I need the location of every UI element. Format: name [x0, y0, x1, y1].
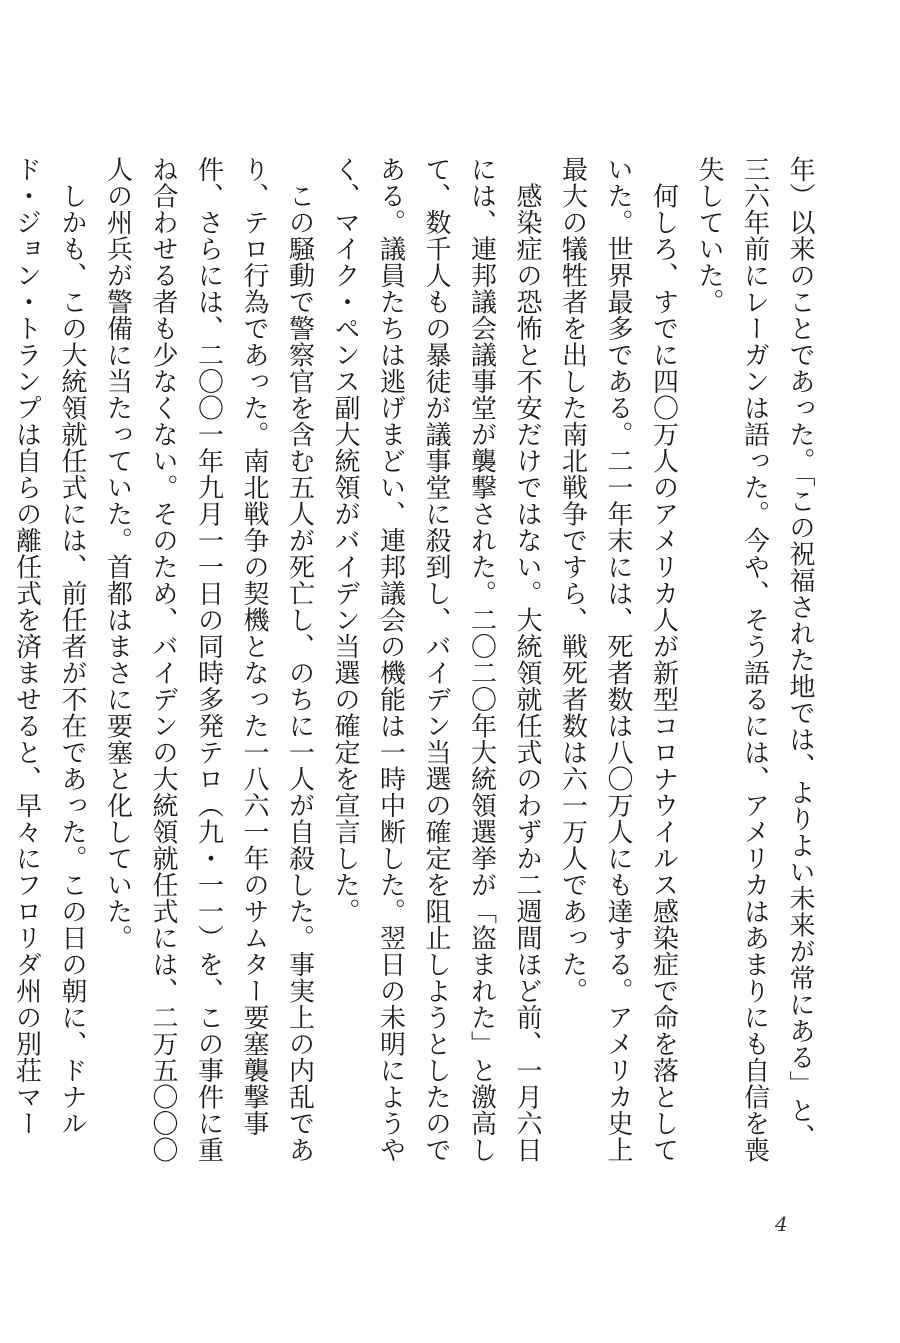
paragraph: 年）以来のことであった。「この祝福された地では、よりよい未来が常にある」と、三六年前にレーガンは語った。今や、そう語るには、アメリカはあまりにも自信を喪失していた。 — [694, 156, 815, 1163]
vertical-text-body — [11, 156, 822, 1171]
page-number: 4 — [775, 1212, 788, 1236]
paragraph: しかも、この大統領就任式には、前任者が不在であった。この日の朝に、ドナルド・ジョン・トランプは自らの離任式を済ませると、早々にフロリダ州の別荘マー — [11, 156, 87, 1137]
paragraph: 感染症の恐怖と不安だけではない。大統領就任式のわずか二週間ほど前、一月六日には、連邦議会議事堂が襲撃された。二〇二〇年大統領選挙が「盗まれた」と激高して、数千人もの暴徒が議事堂に殺到し、バイデン当選の確定を阻止しようとしたのである。議員たちは逃げまどい、連邦議会の機能は一時中断した。翌日の未明にようやく、マイク・ペンス副大統領がバイデン当選の確定を宣言した。 — [330, 156, 542, 1163]
paragraph: 何しろ、すでに四〇万人のアメリカ人が新型コロナウイルス感染症で命を落としていた。世界最多である。二一年末には、死者数は八〇万人にも達する。アメリカ史上最大の犠牲者を出した南北戦争ですら、戦死者数は六一万人であった。 — [557, 156, 679, 1163]
paragraph: この騒動で警察官を含む五人が死亡し、のちに一人が自殺した。事実上の内乱であり、テロ行為であった。南北戦争の契機となった一八六一年のサムター要塞襲撃事件、さらには、二〇〇一年九月一一日の同時多発テロ（九・一一）を、この事件に重ね合わせる者も少なくない。そのため、バイデンの大統領就任式には、二万五〇〇〇人の州兵が警備に当たっていた。首都はまさに要塞と化していた。 — [102, 156, 315, 1163]
